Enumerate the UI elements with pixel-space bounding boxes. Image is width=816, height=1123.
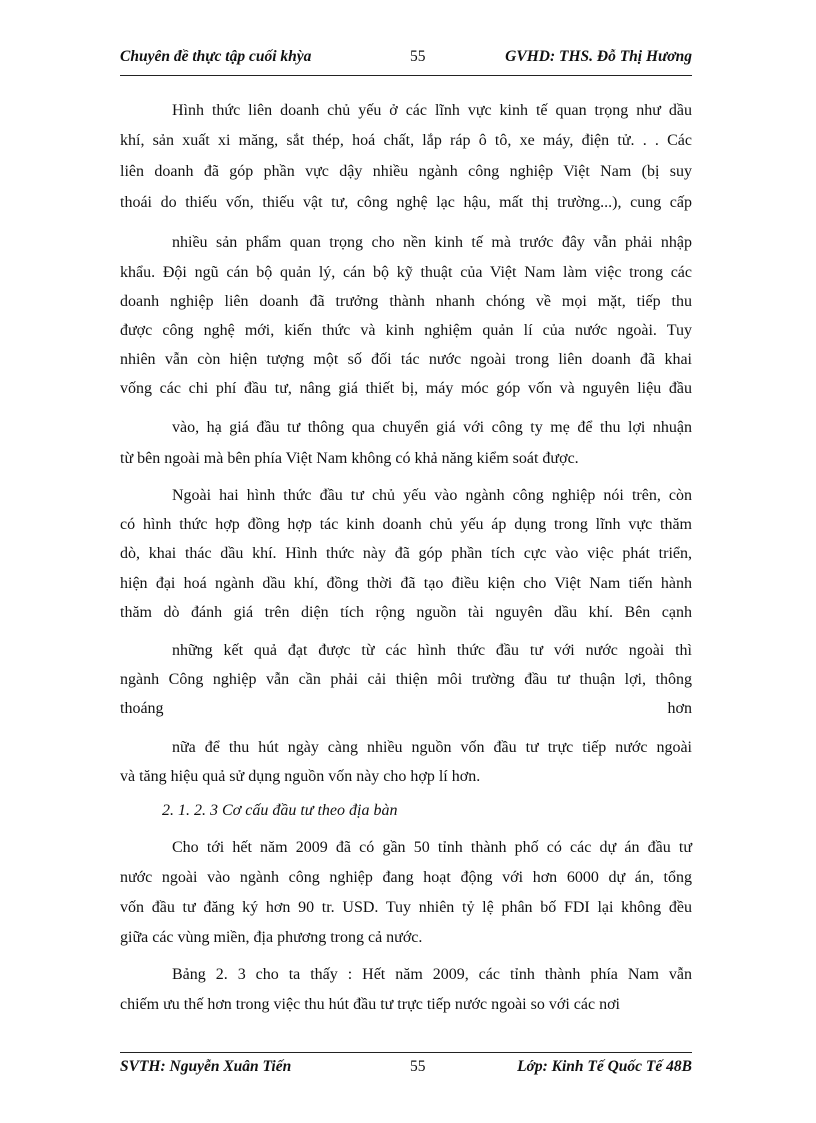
header-divider: [120, 75, 692, 76]
footer-divider: [120, 1052, 692, 1053]
page-footer: [120, 1058, 692, 1082]
text-line: vào, hạ giá đầu tư thông qua chuyển giá với công ty mẹ để thu lợi nhuận: [172, 419, 692, 436]
text-line: nước ngoài vào ngành công nghiệp đang hoạt động với hơn 6000 dự án, tổng: [120, 869, 692, 886]
text-line: được công nghệ mới, kiến thức và kinh nghiệm quản lí của nước ngoài. Tuy: [120, 322, 692, 339]
text-line: Cho tới hết năm 2009 đã có gần 50 tỉnh thành phố có các dự án đầu tư: [172, 839, 692, 856]
header-page-number: 55: [410, 48, 426, 65]
text-line: [120, 699, 692, 719]
text-line: vống các chi phí đầu tư, nâng giá thiết bị, máy móc góp vốn và nguyên liệu đầu: [120, 380, 692, 397]
footer-student: SVTH: Nguyễn Xuân Tiến: [120, 1058, 292, 1075]
text-word: thoáng: [120, 700, 164, 717]
text-word: hơn: [667, 700, 692, 717]
text-line: thăm dò đánh giá trên diện tích rộng nguồn tài nguyên dầu khí. Bên cạnh: [120, 604, 692, 621]
text-line: Hình thức liên doanh chủ yếu ở các lĩnh vực kinh tế quan trọng như dầu: [172, 102, 692, 119]
text-line: giữa các vùng miền, địa phương trong cả nước.: [120, 929, 423, 946]
text-line: hiện đại hoá ngành dầu khí, đồng thời đã tạo điều kiện cho Việt Nam tiến hành: [120, 575, 692, 592]
footer-page-number: 55: [410, 1058, 426, 1075]
text-line: Bảng 2. 3 cho ta thấy : Hết năm 2009, các tỉnh thành phía Nam vẫn: [172, 966, 692, 983]
page-header: [120, 48, 692, 72]
footer-class: Lớp: Kinh Tế Quốc Tế 48B: [517, 1058, 692, 1075]
header-advisor: GVHD: THS. Đỗ Thị Hương: [505, 48, 692, 65]
text-line: từ bên ngoài mà bên phía Việt Nam không có khả năng kiểm soát được.: [120, 450, 579, 467]
text-line: và tăng hiệu quả sử dụng nguồn vốn này cho hợp lí hơn.: [120, 768, 481, 785]
text-line: chiếm ưu thế hơn trong việc thu hút đầu tư trực tiếp nước ngoài so với các nơi: [120, 996, 620, 1013]
text-line: nhiều sản phẩm quan trọng cho nền kinh tế mà trước đây vẫn phải nhập: [172, 234, 692, 251]
text-line: liên doanh đã góp phần vực dậy nhiều ngành công nghiệp Việt Nam (bị suy: [120, 163, 692, 180]
text-line: ngành Công nghiệp vẫn cần phải cải thiện môi trường đầu tư thuận lợi, thông: [120, 671, 692, 688]
text-line: có hình thức hợp đồng hợp tác kinh doanh chủ yếu áp dụng trong lĩnh vực thăm: [120, 516, 692, 533]
text-line: nữa để thu hút ngày càng nhiều nguồn vốn đầu tư trực tiếp nước ngoài: [172, 739, 692, 756]
text-line: những kết quả đạt được từ các hình thức đầu tư với nước ngoài thì: [172, 642, 692, 659]
text-line: Ngoài hai hình thức đầu tư chủ yếu vào ngành công nghiệp nói trên, còn: [172, 487, 692, 504]
text-line: khẩu. Đội ngũ cán bộ quản lý, cán bộ kỹ thuật của Việt Nam làm việc trong các: [120, 264, 692, 281]
text-line: nhiên vẫn còn hiện tượng một số đối tác nước ngoài trong liên doanh đã khai: [120, 351, 692, 368]
text-line: khí, sản xuất xi măng, sắt thép, hoá chất, lắp ráp ô tô, xe máy, điện tử. . . Các: [120, 132, 692, 149]
section-heading: 2. 1. 2. 3 Cơ cấu đầu tư theo địa bàn: [162, 802, 398, 819]
text-line: doanh nghiệp liên doanh đã trưởng thành nhanh chóng về mọi mặt, tiếp thu: [120, 293, 692, 310]
text-line: dò, khai thác dầu khí. Hình thức này đã góp phần tích cực vào việc phát triển,: [120, 545, 692, 562]
header-title: Chuyên đề thực tập cuối khỳa: [120, 48, 312, 65]
text-line: thoái do thiếu vốn, thiếu vật tư, công nghệ lạc hậu, mất thị trường...), cung cấp: [120, 194, 692, 211]
text-line: vốn đầu tư đăng ký hơn 90 tr. USD. Tuy nhiên tỷ lệ phân bố FDI lại không đều: [120, 899, 692, 916]
